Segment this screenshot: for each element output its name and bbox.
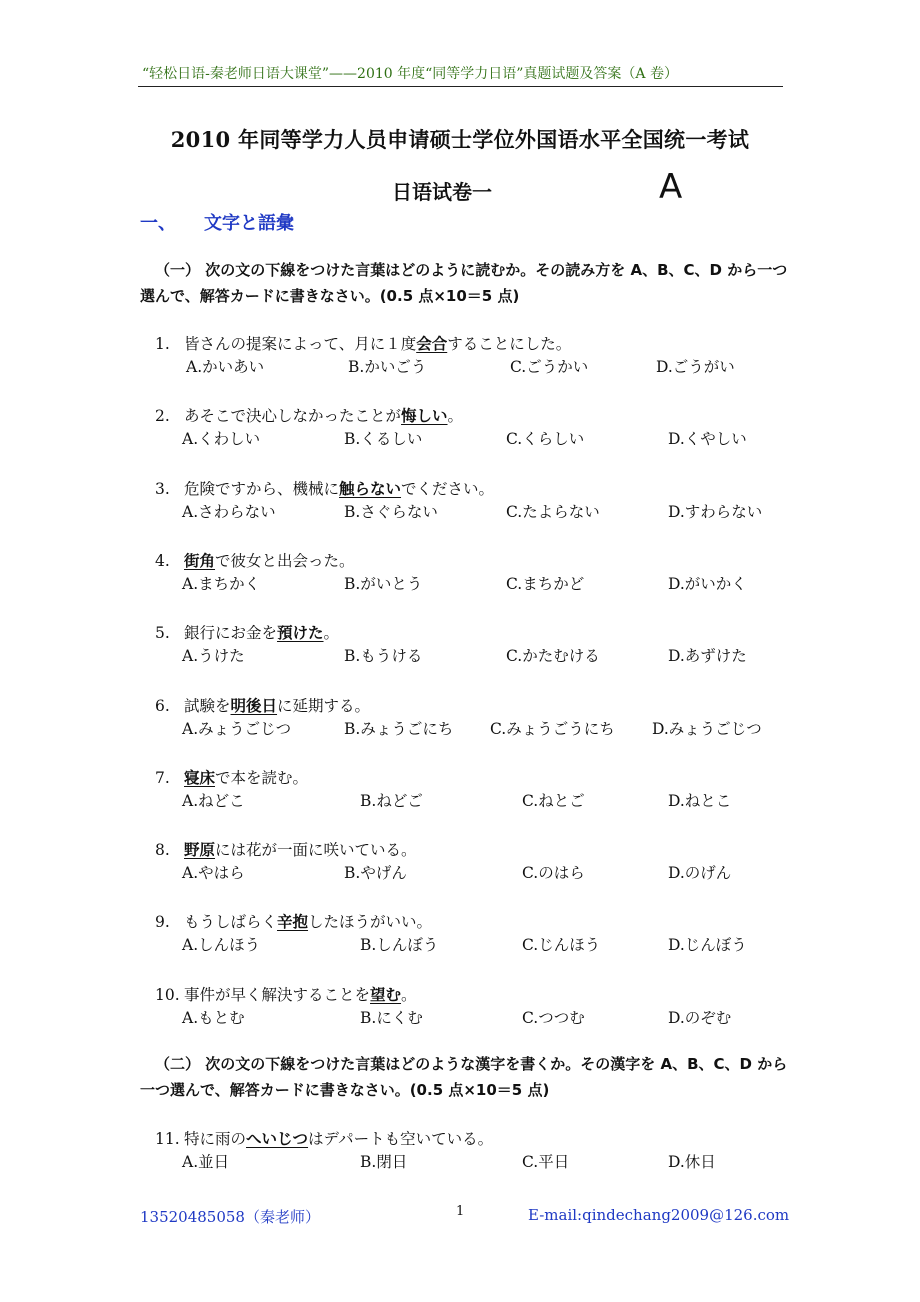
answer-option: C.くらしい — [506, 430, 585, 448]
answer-option: B.にくむ — [360, 1009, 423, 1027]
question-stem — [155, 1127, 493, 1149]
question-text-before: 試験を — [184, 697, 231, 715]
answer-option: D.あずけた — [668, 647, 747, 665]
answer-option: B.もうける — [344, 647, 423, 665]
answer-option: C.まちかど — [506, 575, 585, 593]
answer-option: B.しんぼう — [360, 936, 439, 954]
question-text-before: あそこで決心しなかったことが — [184, 407, 402, 425]
answer-option: B.さぐらない — [344, 503, 438, 521]
question-text-before: 特に雨の — [184, 1130, 247, 1148]
question-text-after: に延期する。 — [277, 697, 371, 715]
underlined-word: 悔しい — [401, 406, 448, 425]
part1-text: 次の文の下線をつけた言葉はどのように読むか。その読み方を A、B、C、D から一つ選んで、解答カードに書きなさい。(0.5 点×10＝5 点) — [140, 261, 788, 305]
answer-option: D.休日 — [668, 1153, 716, 1171]
question-stem — [155, 332, 571, 354]
question-text-after: でください。 — [401, 480, 495, 498]
question-stem — [155, 838, 417, 860]
question-text-before: 危険ですから、機械に — [184, 480, 340, 498]
question-text-before: 銀行にお金を — [184, 624, 278, 642]
underlined-word: 辛抱 — [277, 912, 309, 931]
question-text-after: で本を読む。 — [215, 769, 309, 787]
question-number: 11. — [155, 1130, 180, 1148]
answer-option: C.たよらない — [506, 503, 600, 521]
question-number: 9. — [155, 913, 170, 931]
answer-option: C.かたむける — [506, 647, 600, 665]
answer-option: B.やげん — [344, 864, 407, 882]
answer-option: D.のげん — [668, 864, 732, 882]
question-number: 3. — [155, 480, 170, 498]
footer-email: E-mail:qindechang2009@126.com — [528, 1206, 790, 1224]
part2-instructions — [140, 1051, 790, 1103]
question-text-after: したほうがいい。 — [308, 913, 433, 931]
underlined-word: 預けた — [277, 623, 324, 642]
question-text-after: することにした。 — [447, 335, 572, 353]
answer-option: A.うけた — [182, 647, 245, 665]
question-stem — [155, 766, 308, 788]
question-number: 7. — [155, 769, 170, 787]
answer-option: A.まちかく — [182, 575, 261, 593]
underlined-word: 会合 — [416, 334, 448, 353]
question-text-after: はデパートも空いている。 — [308, 1130, 494, 1148]
question-stem — [155, 621, 339, 643]
section-heading — [140, 209, 294, 235]
answer-option: D.ごうがい — [656, 358, 735, 376]
answer-option: A.みょうごじつ — [182, 720, 292, 738]
underlined-word: 街角 — [184, 551, 216, 570]
answer-option: A.さわらない — [182, 503, 276, 521]
underlined-word: へいじつ — [246, 1129, 309, 1148]
footer-phone: 13520485058（秦老师） — [140, 1208, 320, 1226]
answer-option: C.のはら — [522, 864, 585, 882]
question-number: 2. — [155, 407, 170, 425]
answer-option: A.ねどこ — [182, 792, 245, 810]
answer-option: C.じんほう — [522, 936, 601, 954]
question-number: 5. — [155, 624, 170, 642]
question-number: 8. — [155, 841, 170, 859]
answer-option: D.ねとこ — [668, 792, 732, 810]
answer-option: A.かいあい — [186, 358, 265, 376]
exam-title: 2010 年同等学力人员申请硕士学位外国语水平全国统一考试 — [170, 127, 750, 152]
exam-subtitle: 日语试卷一 — [392, 180, 492, 204]
question-stem — [155, 910, 432, 932]
underlined-word: 明後日 — [230, 696, 278, 715]
underlined-word: 寝床 — [184, 768, 216, 787]
underlined-word: 触らない — [339, 479, 402, 498]
question-text-before: 皆さんの提案によって、月に１度 — [184, 335, 417, 353]
question-number: 1. — [155, 335, 170, 353]
answer-option: C.平日 — [522, 1153, 570, 1171]
answer-option: D.くやしい — [668, 430, 747, 448]
part1-marker: （一） — [155, 261, 201, 279]
answer-option: D.じんぼう — [668, 936, 747, 954]
question-stem — [155, 477, 494, 499]
page-header: “轻松日语-秦老师日语大课堂”——2010 年度“同等学力日语”真题试题及答案（A 卷） — [142, 66, 678, 82]
question-text-after: 。 — [401, 986, 417, 1004]
question-stem — [155, 694, 370, 716]
underlined-word: 野原 — [184, 840, 216, 859]
answer-option: C.ねとご — [522, 792, 585, 810]
underlined-word: 望む — [370, 985, 402, 1004]
answer-option: A.もとむ — [182, 1009, 245, 1027]
header-divider — [138, 86, 783, 87]
answer-option: D.のぞむ — [668, 1009, 732, 1027]
answer-option: A.くわしい — [182, 430, 261, 448]
answer-option: D.すわらない — [668, 503, 763, 521]
answer-option: B.かいごう — [348, 358, 427, 376]
question-text-after: には花が一面に咲いている。 — [215, 841, 417, 859]
answer-option: B.みょうごにち — [344, 720, 454, 738]
answer-option: B.くるしい — [344, 430, 423, 448]
page-number: 1 — [456, 1204, 465, 1219]
question-stem — [155, 983, 417, 1005]
question-stem — [155, 404, 463, 426]
section-label: 文字と語彙 — [204, 213, 294, 234]
answer-option: C.ごうかい — [510, 358, 589, 376]
part2-marker: （二） — [155, 1055, 201, 1073]
section-number: 一、 — [140, 213, 176, 234]
question-number: 10. — [155, 986, 180, 1004]
question-text-before: もうしばらく — [184, 913, 278, 931]
question-text-after: で彼女と出会った。 — [215, 552, 355, 570]
answer-option: B.ねどご — [360, 792, 423, 810]
question-text-after: 。 — [323, 624, 340, 642]
question-number: 6. — [155, 697, 170, 715]
question-text-after: 。 — [447, 407, 464, 425]
answer-option: B.閉日 — [360, 1153, 408, 1171]
question-number: 4. — [155, 552, 170, 570]
answer-option: C.つつむ — [522, 1009, 585, 1027]
part2-text: 次の文の下線をつけた言葉はどのような漢字を書くか。その漢字を A、B、C、D から一つ選んで、解答カードに書きなさい。(0.5 点×10＝5 点) — [140, 1055, 788, 1099]
question-stem — [155, 549, 355, 571]
question-text-before: 事件が早く解決することを — [184, 986, 371, 1004]
answer-option: A.並日 — [182, 1153, 230, 1171]
answer-option: D.がいかく — [668, 575, 747, 593]
part1-instructions — [140, 257, 790, 309]
answer-option: C.みょうごうにち — [490, 720, 615, 738]
paper-letter: A — [659, 167, 683, 207]
answer-option: B.がいとう — [344, 575, 423, 593]
answer-option: A.しんほう — [182, 936, 261, 954]
answer-option: D.みょうごじつ — [652, 720, 762, 738]
answer-option: A.やはら — [182, 864, 245, 882]
